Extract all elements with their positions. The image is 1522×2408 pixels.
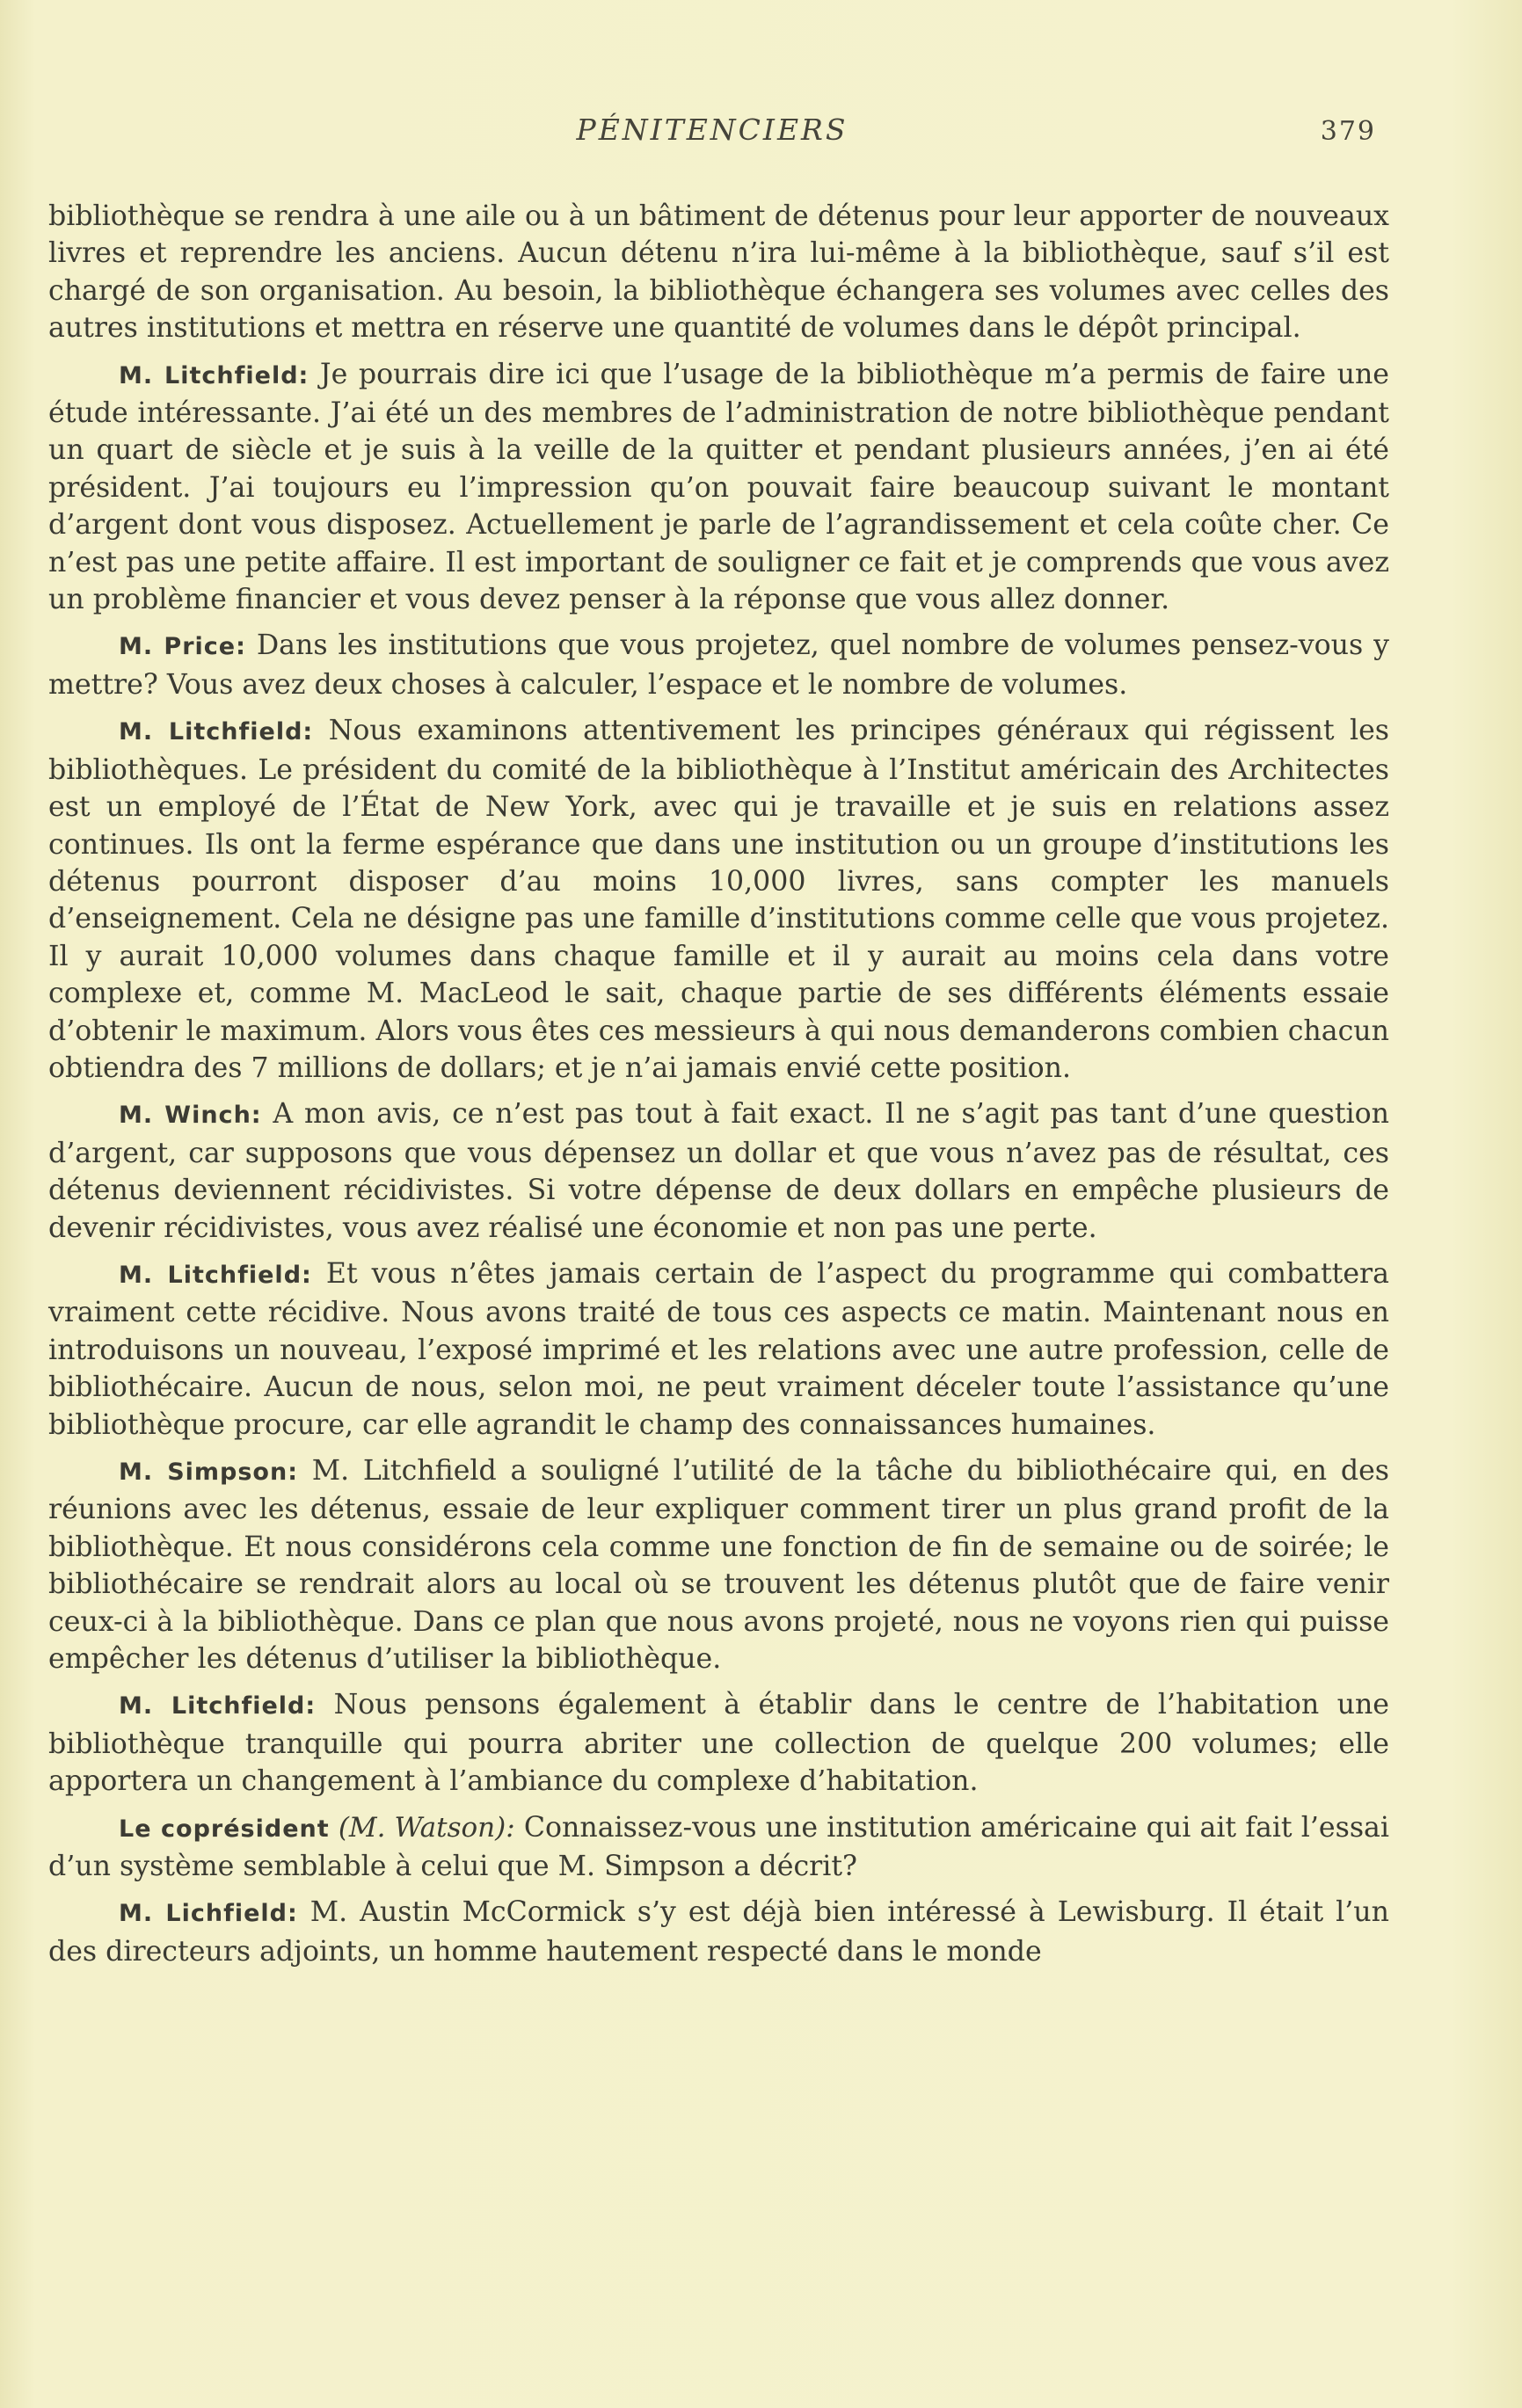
speaker-name: M. Simpson: (119, 1459, 298, 1486)
paragraph-6 (48, 1255, 1389, 1444)
speaker-name: M. Litchfield: (119, 1692, 317, 1721)
paragraph-text: A mon avis, ce n’est pas tout à fait exact. Il ne s’agit pas tant d’une question d’argent, car supposons que vous dépensez un dollar et que vous n’avez pas de résultat, ces détenus deviennent récidivistes. Si votre dépense de deux dollars en empêche plusieurs de devenir récidivistes, vous avez réalisé une économie et non pas une perte. (48, 1098, 1390, 1244)
paragraph-text: Nous pensons également à établir dans le centre de l’habitation une bibliothèque tranquille qui pourra abriter une collection de quelque 200 volumes; elle apportera un changement à l’ambiance du complexe d’habitation. (48, 1689, 1390, 1798)
speaker-qualifier: (M. Watson): (338, 1811, 515, 1844)
paragraph-text: Dans les institutions que vous projetez, quel nombre de volumes pensez-vous y mettre? Vous avez deux choses à calculer, l’espace et le nombre de volumes. (48, 629, 1389, 701)
paragraph-text: Et vous n’êtes jamais certain de l’aspect du programme qui combattera vraiment cette récidive. Nous avons traité de tous ces aspects ce matin. Maintenant nous en introduisons un nouveau, l’exposé imprimé et les relations avec une autre profession, celle de bibliothécaire. Aucun de nous, selon moi, ne peut vraiment déceler toute l’assistance qu’une bibliothèque procure, car elle agrandit le champ des connaissances humaines. (48, 1257, 1390, 1441)
paragraph-text: M. Litchfield a souligné l’utilité de la tâche du bibliothécaire qui, en des réunions avec les détenus, essaie de leur expliquer comment tirer un plus grand profit de la bibliothèque. Et nous considérons cela comme une fonction de fin de semaine ou de soirée; le bibliothécaire se rendrait alors au local où se trouvent les détenus plutôt que de faire venir ceux-ci à la bibliothèque. Dans ce plan que nous avons projeté, nous ne voyons rien qui puisse empêcher les détenus d’utiliser la bibliothèque. (48, 1455, 1389, 1676)
paragraph-8 (48, 1686, 1389, 1800)
speaker-name: M. Lichfield: (119, 1900, 298, 1928)
speaker-name: M. Litchfield: (119, 1261, 312, 1289)
page-header (48, 113, 1376, 156)
paragraph-text: Je pourrais dire ici que l’usage de la bibliothèque m’a permis de faire une étude intéressante. J’ai été un des membres de l’administration de notre bibliothèque pendant un quart de siècle et je suis à la veille de la quitter et pendant plusieurs années, j’en ai été président. J’ai toujours eu l’impression qu’on pouvait faire beaucoup suivant le montant d’argent dont vous disposez. Actuellement je parle de l’agrandissement et cela coûte cher. Ce n’est pas une petite affaire. Il est important de souligner ce fait et je comprends que vous avez un problème financier et vous devez penser à la réponse que vous allez donner. (48, 358, 1389, 616)
paragraph-9 (48, 1809, 1389, 1886)
paragraph-5 (48, 1095, 1389, 1247)
paragraph-text: bibliothèque se rendra à une aile ou à un bâtiment de détenus pour leur apporter de nouveaux livres et reprendre les anciens. Aucun détenu n’ira lui-même à la bibliothèque, sauf s’il est chargé de son organisation. Au besoin, la bibliothèque échangera ses volumes avec celles des autres institutions et mettra en réserve une quantité de volumes dans le dépôt principal. (48, 200, 1389, 345)
speaker-name: M. Winch: (119, 1102, 262, 1130)
running-title: PÉNITENCIERS (576, 113, 848, 147)
page-number: 379 (1320, 116, 1376, 147)
paragraph-7 (48, 1452, 1389, 1677)
paragraph-2 (48, 356, 1389, 619)
paragraph-text: Nous examinons attentivement les principes généraux qui régissent les bibliothèques. Le président du comité de la bibliothèque à l’Institut américain des Architectes est un employé de l’État de New York, avec qui je travaille et je suis en relations assez continues. Ils ont la ferme espérance que dans une institution ou un groupe d’institutions les détenus pourront disposer d’au moins 10,000 livres, sans compter les manuels d’enseignement. Cela ne désigne pas une famille d’institutions comme celle que vous projetez. Il y aurait 10,000 volumes dans chaque famille et il y aurait au moins cela dans votre complexe et, comme M. MacLeod le sait, chaque partie de ses différents éléments essaie d’obtenir le maximum. Alors vous êtes ces messieurs à qui nous demanderons combien chacun obtiendra des 7 millions de dollars; et je n’ai jamais envié cette position. (48, 715, 1390, 1084)
paragraph-text: Connaissez-vous une institution américaine qui ait fait l’essai d’un système semblable à celui que M. Simpson a décrit? (48, 1811, 1389, 1883)
speaker-name: Le coprésident (119, 1815, 330, 1843)
paragraph-4 (48, 712, 1389, 1087)
page-body (48, 198, 1389, 1979)
speaker-name: M. Price: (119, 633, 246, 661)
paragraph-text: M. Austin McCormick s’y est déjà bien intéressé à Lewisburg. Il était l’un des directeurs adjoints, un homme hautement respecté dans le monde (48, 1896, 1389, 1968)
speaker-name: M. Litchfield: (119, 718, 314, 746)
paragraph-1 (48, 198, 1389, 347)
paragraph-10 (48, 1894, 1389, 1970)
speaker-name: M. Litchfield: (119, 361, 309, 389)
paragraph-3 (48, 627, 1389, 703)
